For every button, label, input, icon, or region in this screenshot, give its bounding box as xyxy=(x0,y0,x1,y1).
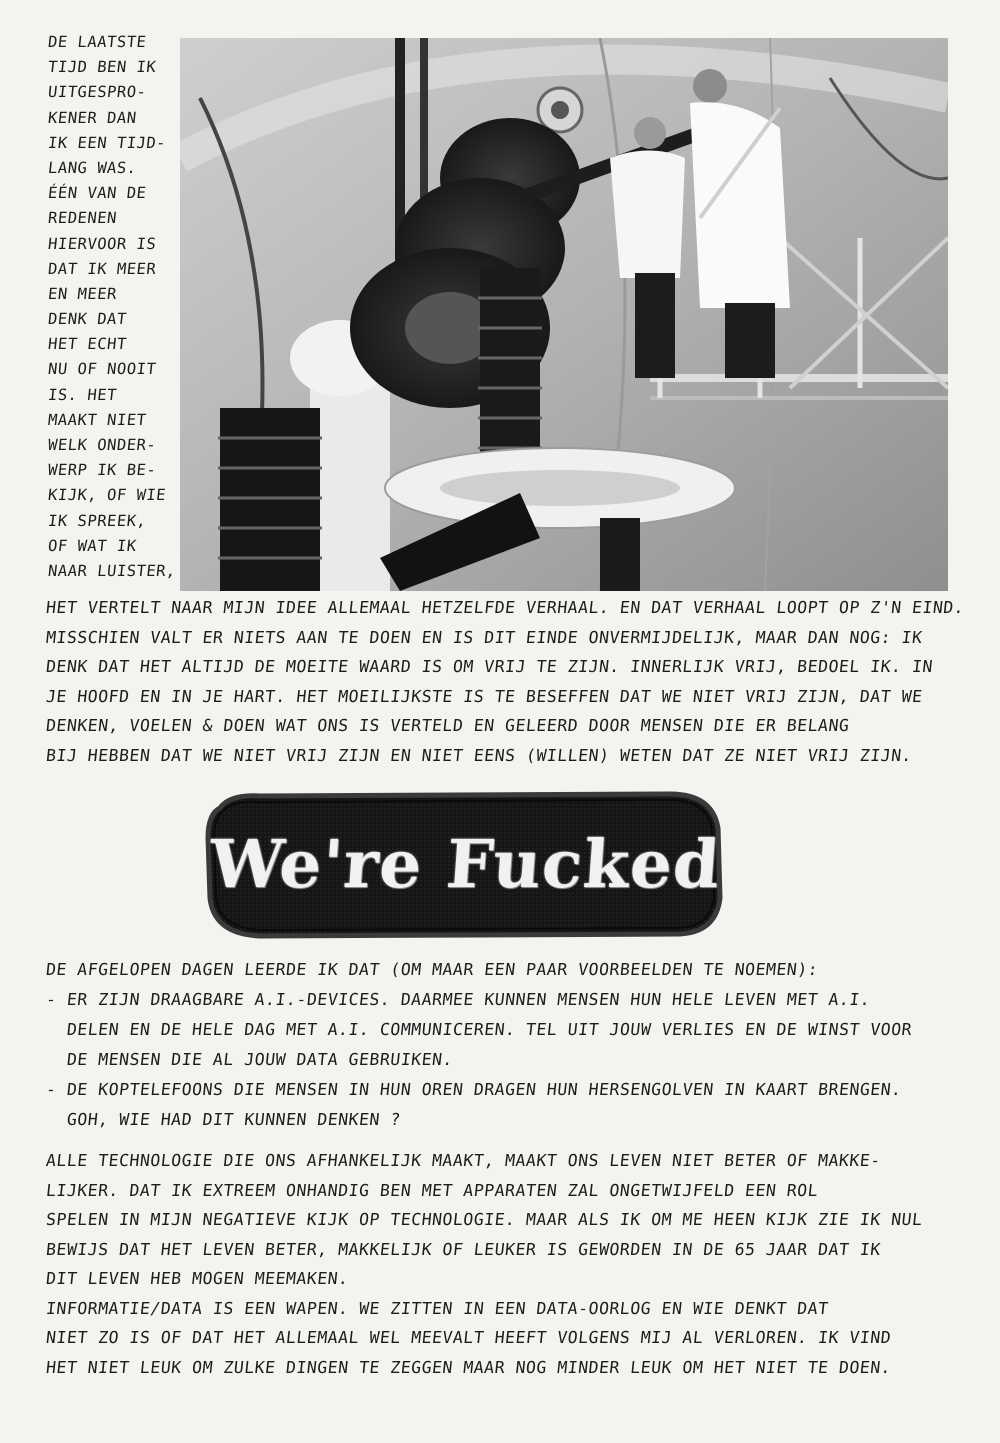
text-line: LIJKER. DAT IK EXTREEM ONHANDIG BEN MET APPARATEN ZAL ONGETWIJFELD EEN ROL xyxy=(45,1180,820,1200)
list-intro: DE AFGELOPEN DAGEN LEERDE IK DAT (OM MAAR EEN PAAR VOORBEELDEN TE NOEMEN): xyxy=(45,960,820,979)
text-line: NU OF NOOIT xyxy=(47,360,158,379)
list-item: GOH, WIE HAD DIT KUNNEN DENKEN ? xyxy=(45,1110,402,1129)
text-line: MAAKT NIET xyxy=(47,410,148,429)
text-line: DENK DAT xyxy=(47,310,128,329)
list-section xyxy=(46,955,912,1135)
text-line: IK EEN TIJD- xyxy=(47,133,167,152)
text-line: ÉÉN VAN DE xyxy=(47,184,148,203)
text-line: BIJ HEBBEN DAT WE NIET VRIJ ZIJN EN NIET EENS (WILLEN) WETEN DAT ZE NIET VRIJ ZIJN. xyxy=(45,745,914,765)
text-line: BEWIJS DAT HET LEVEN BETER, MAKKELIJK OF LEUKER IS GEWORDEN IN DE 65 JAAR DAT IK xyxy=(45,1239,882,1259)
text-line: SPELEN IN MIJN NEGATIEVE KIJK OP TECHNOLOGIE. MAAR ALS IK OM ME HEEN KIJK ZIE IK NUL xyxy=(45,1210,924,1229)
text-line: IS. HET xyxy=(47,385,118,404)
text-line: DIT LEVEN HEB MOGEN MEEMAKEN. xyxy=(45,1269,350,1288)
text-line: KENER DAN xyxy=(47,108,138,127)
text-line: JE HOOFD EN IN JE HART. HET MOEILIJKSTE IS TE BESEFFEN DAT WE NIET VRIJ ZIJN, DAT WE xyxy=(45,686,924,706)
text-line: NAAR LUISTER, xyxy=(47,561,177,580)
list-item: DELEN EN DE HELE DAG MET A.I. COMMUNICEREN. TEL UIT JOUW VERLIES EN DE WINST VOOR xyxy=(45,1020,914,1039)
text-line: TIJD BEN IK xyxy=(47,58,158,77)
text-line: UITGESPRO- xyxy=(47,83,148,102)
text-line: DE LAATSTE xyxy=(47,33,148,51)
text-line: OF WAT IK xyxy=(47,536,138,555)
paragraph-1 xyxy=(46,593,964,770)
text-line: MISSCHIEN VALT ER NIETS AAN TE DOEN EN IS DIT EINDE ONVERMIJDELIJK, MAAR DAN NOG: IK xyxy=(45,627,924,647)
left-column-text xyxy=(48,30,178,584)
text-line: WELK ONDER- xyxy=(47,436,158,454)
text-line: KIJK, OF WIE xyxy=(47,486,167,505)
text-line: HET NIET LEUK OM ZULKE DINGEN TE ZEGGEN MAAR NOG MINDER LEUK OM HET NIET TE DOEN. xyxy=(45,1357,893,1377)
text-line: ALLE TECHNOLOGIE DIE ONS AFHANKELIJK MAAKT, MAAKT ONS LEVEN NIET BETER OF MAKKE- xyxy=(45,1151,882,1170)
text-line: IK SPREEK, xyxy=(47,511,148,530)
patch-text: We're Fucked xyxy=(207,825,723,903)
text-line: EN MEER xyxy=(47,284,118,303)
embroidered-patch xyxy=(200,788,730,940)
text-line: HET VERTELT NAAR MIJN IDEE ALLEMAAL HETZELFDE VERHAAL. EN DAT VERHAAL LOOPT OP Z'N EIND. xyxy=(45,598,966,617)
text-line: DAT IK MEER xyxy=(47,259,158,278)
text-line: DENKEN, VOELEN & DOEN WAT ONS IS VERTELD EN GELEERD DOOR MENSEN DIE ER BELANG xyxy=(45,716,851,735)
paragraph-3 xyxy=(46,1146,922,1382)
list-item: DE MENSEN DIE AL JOUW DATA GEBRUIKEN. xyxy=(45,1050,454,1069)
text-line: DENK DAT HET ALTIJD DE MOEITE WAARD IS OM VRIJ TE ZIJN. INNERLIJK VRIJ, BEDOEL IK. IN xyxy=(45,657,934,676)
text-line: LANG WAS. xyxy=(47,158,138,177)
laboratory-photo xyxy=(180,38,948,591)
text-line: NIET ZO IS OF DAT HET ALLEMAAL WEL MEEVALT HEEFT VOLGENS MIJ AL VERLOREN. IK VIND xyxy=(45,1328,893,1347)
text-line: HIERVOOR IS xyxy=(47,234,158,253)
text-line: WERP IK BE- xyxy=(47,461,158,480)
photo-illustration xyxy=(180,38,948,591)
list-item: - DE KOPTELEFOONS DIE MENSEN IN HUN OREN DRAGEN HUN HERSENGOLVEN IN KAART BRENGEN. xyxy=(45,1080,903,1099)
text-line: REDENEN xyxy=(47,209,118,228)
text-line: INFORMATIE/DATA IS EEN WAPEN. WE ZITTEN IN EEN DATA-OORLOG EN WIE DENKT DAT xyxy=(45,1298,830,1318)
text-line: HET ECHT xyxy=(47,335,128,354)
list-item: - ER ZIJN DRAAGBARE A.I.-DEVICES. DAARMEE KUNNEN MENSEN HUN HELE LEVEN MET A.I. xyxy=(45,990,872,1009)
